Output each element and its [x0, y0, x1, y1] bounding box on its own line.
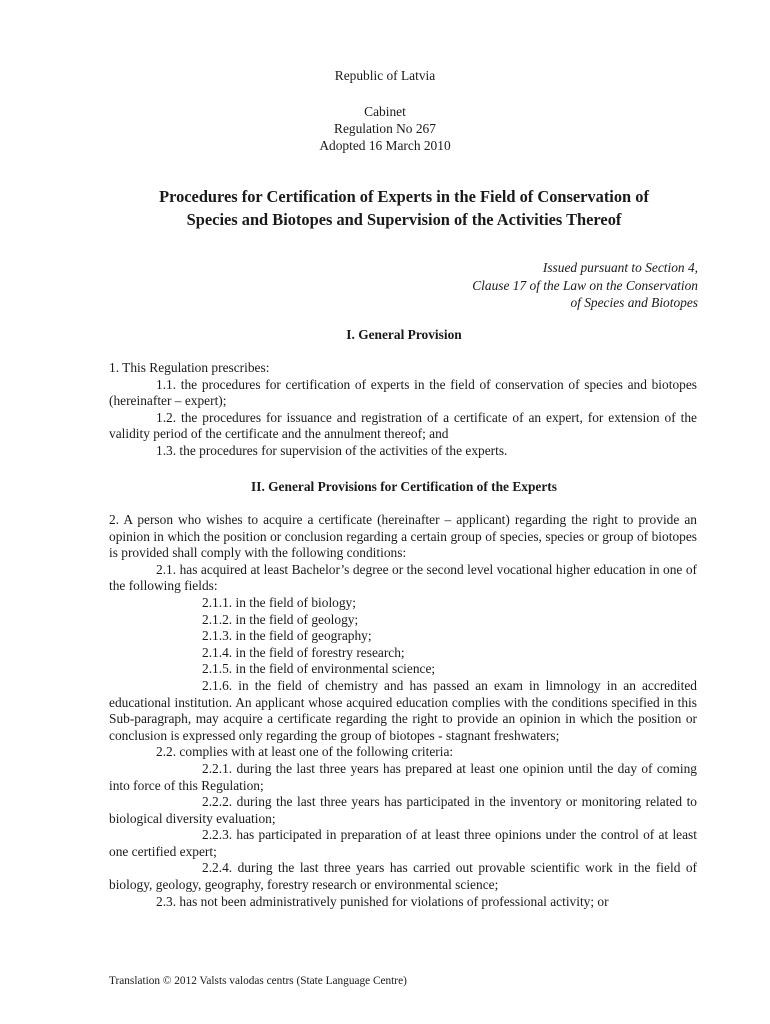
paragraph-2-2-3: 2.2.3. has participated in preparation of at least three opinions under the control of at least one certified expert;: [109, 827, 697, 859]
paragraph-2: 2. A person who wishes to acquire a certificate (hereinafter – applicant) regarding the right to provide an opinion in which the position or conclusion regarding a certain group of species, species or group of biotopes is provided shall comply with the following conditions:: [109, 512, 697, 561]
paragraph-2-1-1: 2.1.1. in the field of biology;: [202, 594, 356, 610]
paragraph-1-1: 1.1. the procedures for certification of experts in the field of conservation of species and biotopes (hereinafter – expert);: [109, 376, 697, 409]
document-title-line-1: Procedures for Certification of Experts in the Field of Conservation of: [159, 187, 649, 206]
section-heading-2: II. General Provisions for Certification of the Experts: [251, 479, 557, 494]
paragraph-2-2-4: 2.2.4. during the last three years has carried out provable scientific work in the field of biology, geology, geography, forestry research or environmental science;: [109, 860, 697, 893]
legal-basis-line-1: Issued pursuant to Section 4,: [542, 260, 698, 275]
paragraph-1-3: 1.3. the procedures for supervision of the activities of the experts.: [156, 442, 508, 458]
paragraph-2-1-3: 2.1.3. in the field of geography;: [202, 628, 372, 644]
translation-footer: Translation © 2012 Valsts valodas centrs (State Language Centre): [109, 975, 407, 987]
paragraph-2-2: 2.2. complies with at least one of the following criteria:: [156, 744, 454, 760]
country-line: Republic of Latvia: [334, 68, 436, 83]
document-title-line-2: Species and Biotopes and Supervision of the Activities Thereof: [186, 210, 622, 229]
legal-basis-line-3: of Species and Biotopes: [570, 295, 698, 310]
paragraph-2-1-5: 2.1.5. in the field of environmental science;: [202, 661, 436, 677]
section-heading-1: I. General Provision: [346, 327, 462, 342]
section-1-body: [109, 360, 697, 460]
section-2-body: [109, 512, 697, 910]
adoption-date: Adopted 16 March 2010: [319, 138, 451, 153]
paragraph-1: 1. This Regulation prescribes:: [109, 360, 270, 375]
paragraph-2-3: 2.3. has not been administratively punished for violations of professional activity; or: [156, 893, 609, 909]
paragraph-2-1-6: 2.1.6. in the field of chemistry and has passed an exam in limnology in an accredited educational institution. An applicant whose acquired education complies with the conditions specified in this Sub-paragraph, may acquire a certificate regarding the right to provide an opinion in which the position or conclusion is expressed only regarding the group of biotopes - stagnant freshwaters;: [109, 677, 697, 743]
legal-basis: [472, 259, 698, 312]
paragraph-2-1: 2.1. has acquired at least Bachelor’s degree or the second level vocational higher education in one of the following fields:: [109, 561, 697, 594]
legal-basis-line-2: Clause 17 of the Law on the Conservation: [472, 277, 698, 293]
paragraph-2-1-2: 2.1.2. in the field of geology;: [202, 611, 359, 627]
paragraph-2-2-2: 2.2.2. during the last three years has participated in the inventory or monitoring related to biological diversity evaluation;: [109, 794, 697, 826]
regulation-number: Regulation No 267: [334, 121, 436, 136]
paragraph-2-2-1: 2.2.1. during the last three years has prepared at least one opinion until the day of coming into force of this Regulation;: [109, 760, 697, 793]
paragraph-1-2: 1.2. the procedures for issuance and registration of a certificate of an expert, for extension of the validity period of the certificate and the annulment thereof; and: [109, 409, 697, 442]
paragraph-2-1-4: 2.1.4. in the field of forestry research;: [202, 644, 405, 660]
issuing-body: Cabinet: [364, 104, 406, 119]
